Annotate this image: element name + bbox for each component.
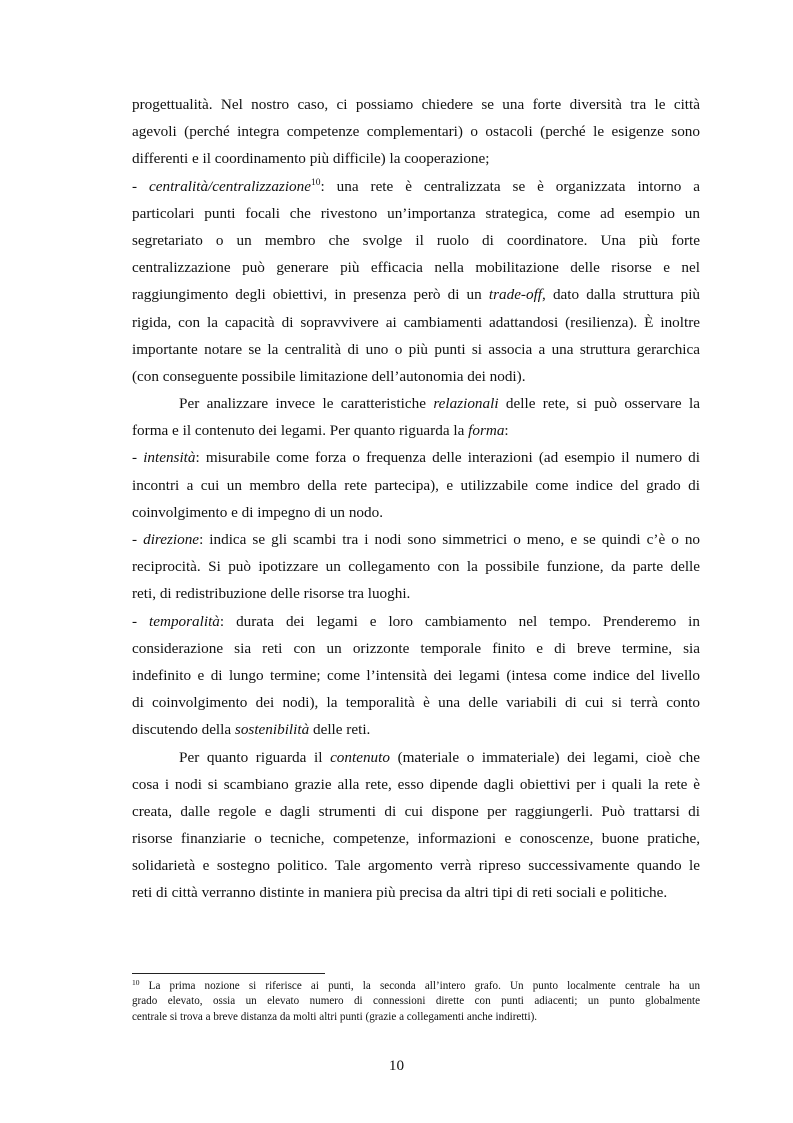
text-line: reti di città verranno distinte in maniera più precisa da altri tipi di reti sociali e politiche. xyxy=(132,884,668,902)
text-line: Per quanto riguarda il contenuto (materiale o immateriale) dei legami, cioè che xyxy=(179,748,700,766)
text-line: agevoli (perché integra competenze complementari) o ostacoli (perché le esigenze sono xyxy=(132,123,700,141)
text-line: di coinvolgimento dei nodi), la temporalità è una delle variabili di cui si terrà conto xyxy=(132,694,700,712)
text-line: coinvolgimento e di impegno di un nodo. xyxy=(132,503,383,521)
text-line: rigida, con la capacità di sopravvivere ai cambiamenti adattandosi (resilienza). È inoltre xyxy=(132,313,700,331)
text-line: forma e il contenuto dei legami. Per quanto riguarda la forma: xyxy=(132,422,509,440)
text-line: Per analizzare invece le caratteristiche relazionali delle rete, si può osservare la xyxy=(179,395,700,413)
text-line: indefinito e di lungo termine; come l’intensità dei legami (intesa come indice del livello xyxy=(132,666,700,684)
text-line: discutendo della sostenibilità delle reti. xyxy=(132,721,371,739)
footnote-line: $^{10}$ La prima nozione si riferisce ai punti, la seconda all’intero grafo. Un punto localmente centrale ha un xyxy=(132,978,700,992)
bullet-direzione: - direzione: indica se gli scambi tra i nodi sono simmetrici o meno, e se quindi c’è o no xyxy=(132,531,701,548)
text-line: incontri a cui un membro della rete partecipa), e utilizzabile come indice del grado di xyxy=(132,476,700,494)
bullet-temporalita: - temporalità: durata dei legami e loro cambiamento nel tempo. Prenderemo in xyxy=(132,612,700,630)
text-line: progettualità. Nel nostro caso, ci possiamo chiedere se una forte diversità tra le città xyxy=(132,96,700,113)
text-line: importante notare se la centralità di uno o più punti si associa a una struttura gerarchica xyxy=(132,340,700,358)
text-line: creata, dalle regole e dagli strumenti di cui dispone per raggiungerli. Può trattarsi di xyxy=(132,802,700,820)
term-contenuto: contenuto xyxy=(330,748,390,766)
term-centralita: centralità/centralizzazione xyxy=(149,177,311,195)
term-intensita: intensità xyxy=(143,449,196,467)
term-forma: forma xyxy=(468,422,505,440)
text-line: reciprocità. Si può ipotizzare un collegamento con la possibile funzione, da parte delle xyxy=(132,558,700,576)
term-sostenibilita: sostenibilità xyxy=(234,721,310,739)
text-line: centralizzazione può generare più efficacia nella mobilitazione delle risorse e nel xyxy=(132,259,700,277)
term-temporalita: temporalità xyxy=(149,612,220,630)
text-line: segretariato o un membro che svolge il ruolo di coordinatore. Una più forte xyxy=(132,231,700,249)
text-line: raggiungimento degli obiettivi, in presenza però di un trade-off, dato dalla struttura più xyxy=(132,286,701,304)
text-line: solidarietà e sostegno politico. Tale argomento verrà ripreso successivamente quando le xyxy=(132,857,700,875)
text-line: (con conseguente possibile limitazione dell’autonomia dei nodi). xyxy=(132,367,526,385)
page-body xyxy=(132,91,700,907)
term-trade-off: trade-off xyxy=(488,286,543,304)
text-line: differenti e il coordinamento più difficile) la cooperazione; xyxy=(132,150,490,168)
text-line: considerazione sia reti con un orizzonte temporale finito e di breve termine, sia xyxy=(132,639,700,657)
term-direzione: direzione xyxy=(143,531,200,548)
footnote-number: 10 xyxy=(132,978,140,987)
footnote-line: centrale si trova a breve distanza da molti altri punti (grazie a collegamenti anche indiretti). xyxy=(132,1010,538,1023)
bullet-centralita: - centralità/centralizzazione$^{10}$: una rete è centralizzata se è organizzata intorno a xyxy=(132,177,700,195)
footnote-divider xyxy=(132,973,325,974)
text-line: risorse finanziarie o tecniche, competenze, informazioni e conoscenze, buone pratiche, xyxy=(132,830,700,848)
text-line: particolari punti focali che rivestono un’importanza strategica, come ad esempio un xyxy=(132,204,700,222)
text-line: reti, di redistribuzione delle risorse tra luoghi. xyxy=(132,585,411,603)
footnote-line: grado elevato, ossia un elevato numero di connessioni dirette con punti adiacenti; un punto globalmente xyxy=(132,995,700,1008)
text-line: cosa i nodi si scambiano grazie alla rete, esso dipende dagli obiettivi per i quali la rete è xyxy=(132,775,700,793)
bullet-intensita: - intensità: misurabile come forza o frequenza delle interazioni (ad esempio il numero di xyxy=(132,449,700,467)
page-number: 10 xyxy=(388,1057,405,1074)
footnote-ref: 10 xyxy=(310,177,321,188)
footnote xyxy=(132,979,700,1025)
term-relazionali: relazionali xyxy=(433,395,499,413)
